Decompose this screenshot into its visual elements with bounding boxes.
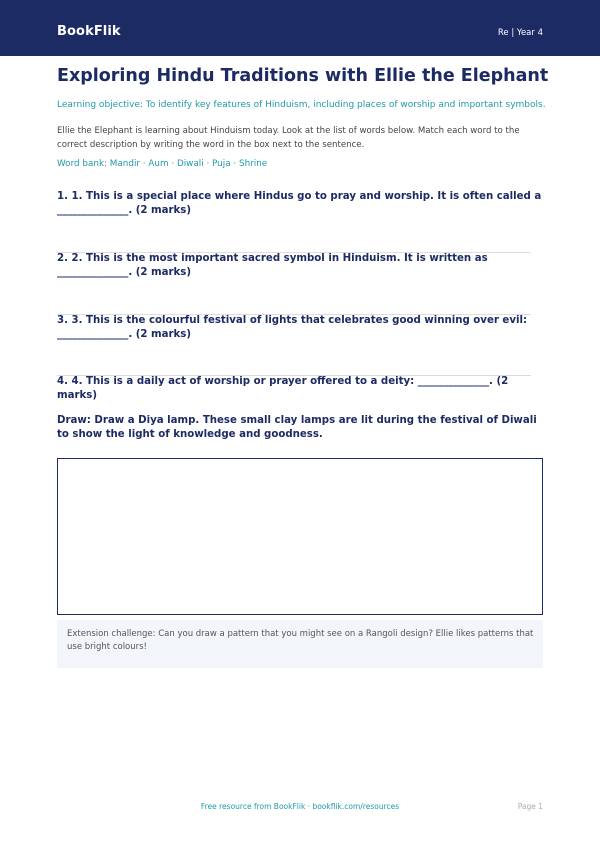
drawing-area[interactable] [57,458,543,615]
question-4: 4. 4. This is a daily act of worship or prayer offered to a deity: ______________. (2 marks) [57,376,509,401]
header-bar [0,0,600,56]
extension-challenge-box [57,620,543,668]
subject-year-label: Re | Year 4 [497,28,543,38]
footer-link[interactable]: Free resource from BookFlik · bookflik.com/resources [200,802,400,811]
word-bank: Word bank: Mandir · Aum · Diwali · Puja · Shrine [57,159,268,169]
learning-objective: Learning objective: To identify key features of Hinduism, including places of worship and important symbols. [57,100,546,110]
page-number: Page 1 [517,802,543,811]
draw-prompt: Draw: Draw a Diya lamp. These small clay lamps are lit during the festival of Diwali to show the light of knowledge and goodness. [57,415,537,440]
brand-logo: BookFlik [57,24,121,39]
intro-paragraph: Ellie the Elephant is learning about Hinduism today. Look at the list of words below. Match each word to the correct description by writing the word in the box next to the sentence. [57,126,520,150]
question-1: 1. 1. This is a special place where Hindus go to pray and worship. It is often called a ______________. (2 marks) [57,191,542,216]
page-title: Exploring Hindu Traditions with Ellie the Elephant [57,66,549,86]
extension-challenge-text: Extension challenge: Can you draw a pattern that you might see on a Rangoli design? Ellie likes patterns that use bright colours! [67,629,534,652]
question-3: 3. 3. This is the colourful festival of lights that celebrates good winning over evil: ______________. (2 marks) [57,315,528,340]
question-2: 2. 2. This is the most important sacred symbol in Hinduism. It is written as ______________. (2 marks) [57,253,488,278]
